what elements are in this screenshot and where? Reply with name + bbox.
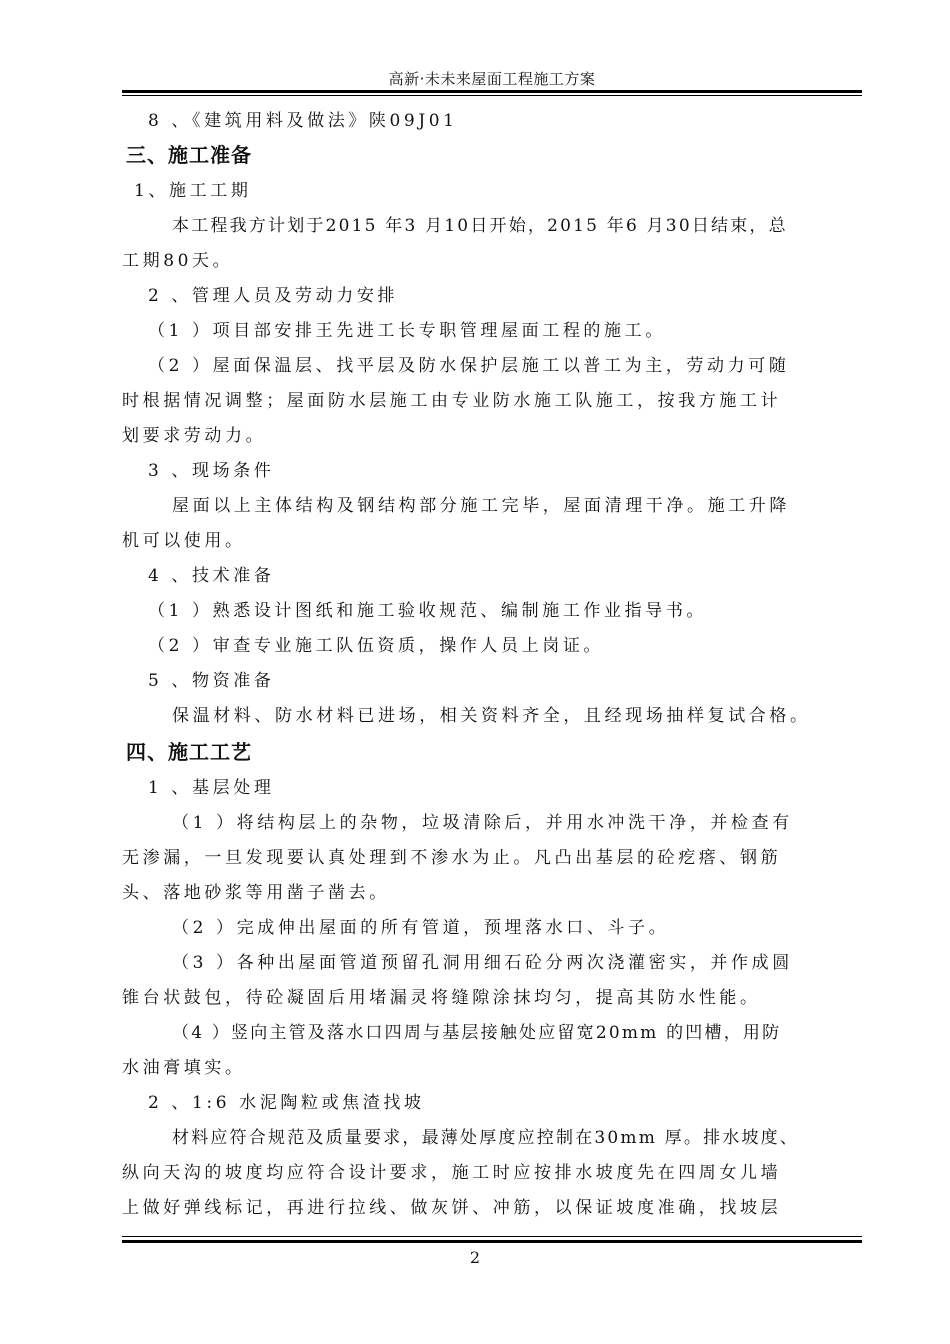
paragraph-line: 保温材料、防水材料已进场，相关资料齐全，且经现场抽样复试合格。 (172, 706, 811, 726)
paragraph-line: 屋面以上主体结构及钢结构部分施工完毕，屋面清理干净。施工升降 (172, 496, 790, 516)
list-item: （2 ）屋面保温层、找平层及防水保护层施工以普工为主，劳动力可随 (148, 356, 790, 376)
subsection-title: 3 、现场条件 (148, 461, 275, 481)
section-heading-4: 四、施工工艺 (126, 740, 252, 764)
subsection-title: 2 、1:6 水泥陶粒或焦渣找坡 (148, 1093, 425, 1113)
header-rule-thick (122, 90, 862, 93)
header-title: 高新·未未来屋面工程施工方案 (388, 70, 596, 88)
subsection-title: 4 、技术准备 (148, 566, 275, 586)
header-rule-thin (122, 95, 862, 96)
paragraph-line: 锥台状鼓包，待砼凝固后用堵漏灵将缝隙涂抹均匀，提高其防水性能。 (122, 988, 761, 1008)
paragraph-line: 机可以使用。 (122, 531, 246, 551)
paragraph-line: 时根据情况调整；屋面防水层施工由专业防水施工队施工，按我方施工计 (122, 391, 782, 411)
footer-rule-thin (122, 1236, 862, 1237)
paragraph-line: 水油膏填实。 (122, 1058, 246, 1078)
subsection-title: 5 、物资准备 (148, 671, 275, 691)
paragraph-line: 工期80天。 (122, 251, 234, 271)
section-heading-3: 三、施工准备 (126, 143, 252, 167)
list-item: （1 ）熟悉设计图纸和施工验收规范、编制施工作业指导书。 (148, 601, 708, 621)
paragraph-line: 材料应符合规范及质量要求，最薄处厚度应控制在30mm 厚。排水坡度、 (172, 1128, 800, 1148)
list-item: （2 ）完成伸出屋面的所有管道，预埋落水口、斗子。 (172, 918, 670, 938)
reference-line: 8 、《建筑用料及做法》陕09J01 (148, 111, 458, 131)
paragraph-line: 划要求劳动力。 (122, 426, 267, 446)
list-item: （3 ）各种出屋面管道预留孔洞用细石砼分两次浇灌密实，并作成圆 (172, 953, 793, 973)
subsection-title: 1 、基层处理 (148, 778, 275, 798)
page-number: 2 (469, 1248, 481, 1267)
footer-rule-thick (122, 1240, 862, 1243)
list-item: （2 ）审查专业施工队伍资质，操作人员上岗证。 (148, 636, 605, 656)
list-item: （1 ）项目部安排王先进工长专职管理屋面工程的施工。 (148, 321, 666, 341)
list-item: （4 ）竖向主管及落水口四周与基层接触处应留宽20mm 的凹槽，用防 (172, 1023, 782, 1043)
paragraph-line: 头、落地砂浆等用凿子凿去。 (122, 883, 390, 903)
paragraph-line: 上做好弹线标记，再进行拉线、做灰饼、冲筋，以保证坡度准确，找坡层 (122, 1198, 782, 1218)
paragraph-line: 本工程我方计划于2015 年3 月10日开始，2015 年6 月30日结束，总 (172, 216, 788, 236)
subsection-title: 1、施工工期 (134, 181, 252, 201)
paragraph-line: 纵向天沟的坡度均应符合设计要求，施工时应按排水坡度先在四周女儿墙 (122, 1163, 782, 1183)
paragraph-line: 无渗漏，一旦发现要认真处理到不渗水为止。凡凸出基层的砼疙瘩、钢筋 (122, 848, 782, 868)
list-item: （1 ）将结构层上的杂物，垃圾清除后，并用水冲洗干净，并检查有 (172, 813, 793, 833)
subsection-title: 2 、管理人员及劳动力安排 (148, 286, 399, 306)
